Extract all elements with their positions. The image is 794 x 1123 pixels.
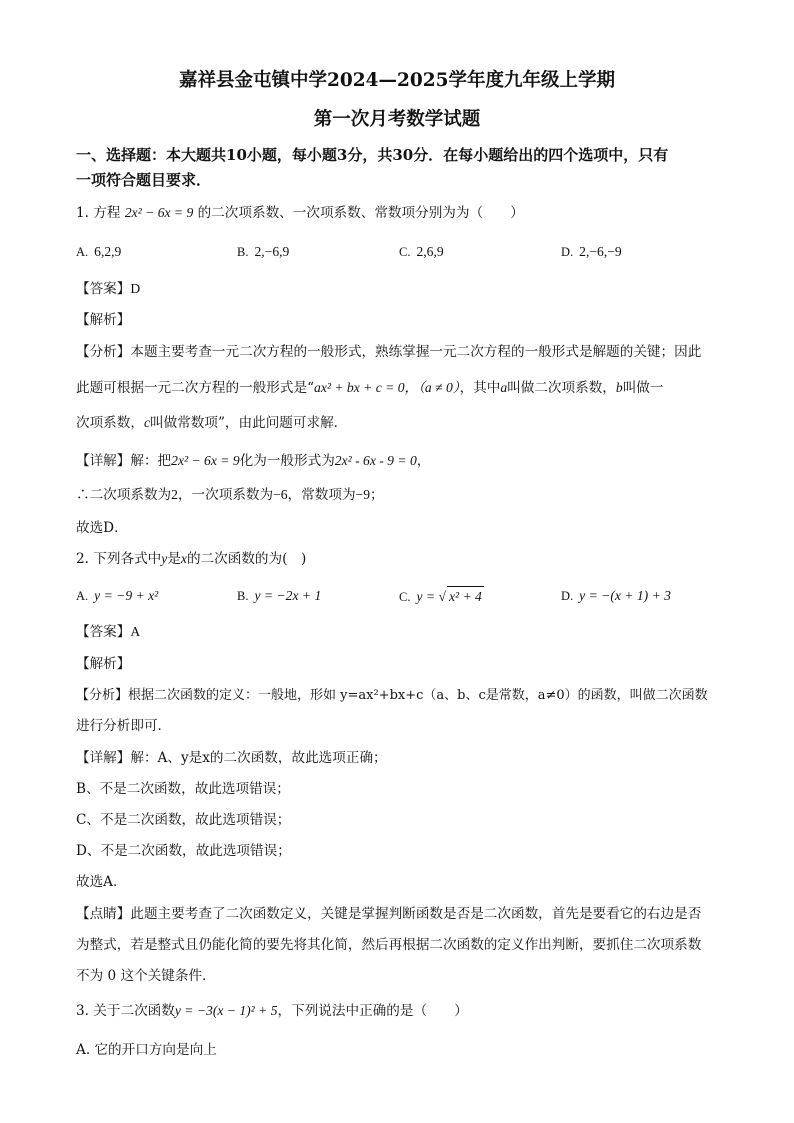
detail-text: 解：A、y是x的二次函数，故此选项正确； — [130, 750, 387, 766]
q1-stem — [76, 203, 524, 223]
detail-text: 化为一般形式为 — [239, 453, 335, 469]
q2-detail-line1 — [76, 748, 387, 768]
fenxi-text: 叫做一 — [622, 380, 664, 396]
q3-equation: y = −3(x − 1)² + 5 — [174, 1003, 278, 1018]
option-text: 2,6,9 — [416, 244, 444, 259]
option-label: D. — [561, 589, 574, 603]
q1-conclusion: 故选D． — [76, 520, 128, 536]
option-label: A. — [76, 589, 89, 603]
option-text: 2,−6,−9 — [579, 244, 622, 259]
coef-constant: −9 — [355, 487, 371, 502]
q2-fenxi-line2: 进行分析即可． — [76, 718, 172, 734]
option-lhs: y = — [416, 589, 439, 604]
q1-option-d[interactable] — [561, 242, 622, 262]
fenxi-text: 根据二次函数的定义：一般地，形如 y=ax²+bx+c（a、b、c是常数，a≠0）的函数，叫做二次函数 — [128, 688, 708, 703]
section-heading-line1: 一、选择题：本大题共10小题，每小题3分，共30分．在每小题给出的四个选项中，只有 — [76, 146, 669, 164]
q1-option-c[interactable] — [399, 242, 444, 262]
detail-text: ，一次项系数为 — [177, 487, 274, 503]
q2-fenxi-line1 — [76, 686, 708, 706]
option-text: y = −2x + 1 — [254, 588, 322, 603]
q1-option-b[interactable] — [237, 242, 289, 262]
option-text: 6,2,9 — [94, 244, 122, 259]
coef-quadratic: 2 — [171, 487, 178, 502]
var-c: c — [143, 415, 151, 430]
q2-dianjing-line2: 为整式，若是整式且仍能化简的要先将其化简，然后再根据二次函数的定义作出判断，要抓住二次项系数 — [76, 937, 702, 953]
q3-suffix: ，下列说法中正确的是（ ） — [277, 1003, 468, 1019]
fenxi-text: 本题主要考查一元二次方程的一般形式，熟练掌握一元二次方程的一般形式是解题的关键；因此 — [130, 344, 702, 360]
var-a: a — [500, 380, 508, 395]
q2-detail-line3: C、不是二次函数，故此选项错误； — [76, 812, 291, 828]
detail-text: ； — [370, 487, 384, 503]
var-b: b — [615, 380, 623, 395]
q1-fenxi-line2 — [76, 378, 663, 398]
dianjing-tag: 【点睛】 — [76, 906, 131, 922]
coef-linear: −6 — [273, 487, 288, 502]
q1-fenxi-line3 — [76, 413, 347, 433]
fenxi-tag: 【分析】 — [76, 688, 129, 703]
q2-answer — [76, 622, 140, 642]
q1-analysis-tag: 【解析】 — [76, 312, 131, 328]
answer-tag: 【答案】 — [76, 624, 131, 640]
q1-prefix: 1. 方程 — [76, 205, 121, 221]
q2-prefix: 2. 下列各式中 — [76, 551, 162, 567]
option-label: D. — [561, 245, 574, 259]
dianjing-text: 此题主要考查了二次函数定义，关键是掌握判断函数是否是二次函数，首先是要看它的右边是否 — [130, 906, 702, 922]
detail-text: ，常数项为 — [287, 487, 356, 503]
q2-option-d[interactable] — [561, 586, 671, 606]
page-title: 嘉祥县金屯镇中学2024—2025学年度九年级上学期 — [179, 70, 615, 91]
q2-dianjing-line3: 不为 0 这个关键条件． — [76, 968, 216, 984]
q2-detail-line4: D、不是二次函数，故此选项错误； — [76, 843, 291, 859]
option-label: C. — [399, 590, 411, 604]
fenxi-text: 次项系数， — [76, 415, 144, 431]
q2-option-b[interactable] — [237, 586, 321, 606]
equation: 2x² − 6x = 9 — [171, 453, 240, 468]
detail-tag: 【详解】 — [76, 453, 131, 469]
q2-mid: 是 — [167, 551, 181, 567]
var-x: x — [180, 551, 187, 566]
q1-fenxi-line1 — [76, 342, 701, 362]
fenxi-text: 叫做常数项”，由此问题可求解． — [150, 415, 348, 431]
q2-stem — [76, 549, 306, 569]
q3-stem — [76, 1001, 468, 1021]
q2-dianjing-line1 — [76, 904, 701, 924]
option-label: A. — [76, 245, 89, 259]
q1-detail-line2 — [76, 485, 384, 505]
q2-analysis-tag: 【解析】 — [76, 656, 131, 672]
option-label: B. — [237, 589, 249, 603]
q2-option-a[interactable] — [76, 586, 158, 606]
option-text: y = −(x + 1) + 3 — [579, 588, 671, 603]
sqrt-icon: √ — [438, 589, 446, 604]
fenxi-text: 此题可根据一元二次方程的一般形式是“ — [76, 380, 315, 396]
detail-text: ， — [416, 453, 431, 469]
fenxi-tag: 【分析】 — [76, 344, 131, 360]
fenxi-text: 叫做二次项系数， — [507, 380, 616, 396]
q2-suffix: 的二次函数的为( ) — [186, 551, 307, 567]
option-label: B. — [237, 245, 249, 259]
radicand: x² + 4 — [447, 586, 484, 607]
q1-option-a[interactable] — [76, 242, 121, 262]
q2-option-c[interactable] — [399, 586, 484, 607]
equation-general: 2x² - 6x - 9 = 0 — [334, 453, 417, 468]
fenxi-text: ，其中 — [459, 380, 501, 396]
page-subtitle: 第一次月考数学试题 — [313, 109, 481, 130]
detail-tag: 【详解】 — [76, 750, 131, 766]
general-form-formula: ax² + bx + c = 0，（a ≠ 0） — [314, 380, 460, 395]
q3-option-a[interactable]: A. 它的开口方向是向上 — [76, 1042, 217, 1058]
detail-text: 解：把 — [130, 453, 172, 469]
q3-prefix: 3. 关于二次函数 — [76, 1003, 175, 1019]
q2-conclusion: 故选A． — [76, 874, 127, 890]
option-text: 2,−6,9 — [254, 244, 290, 259]
q1-answer — [76, 279, 140, 299]
option-label: C. — [399, 245, 411, 259]
q2-detail-line2: B、不是二次函数，故此选项错误； — [76, 781, 290, 797]
q1-suffix: 的二次项系数、一次项系数、常数项分别为为（ ） — [197, 205, 524, 221]
var-y: y — [161, 551, 168, 566]
answer-tag: 【答案】 — [76, 281, 131, 297]
answer-value: D — [130, 281, 141, 296]
answer-value: A — [130, 624, 141, 639]
detail-text: ∴二次项系数为 — [76, 487, 172, 503]
section-heading-line2: 一项符合题目要求． — [76, 171, 212, 189]
q1-equation: 2x² − 6x = 9 — [124, 205, 194, 220]
q1-detail-line1 — [76, 451, 430, 471]
option-text: y = −9 + x² — [94, 588, 159, 603]
